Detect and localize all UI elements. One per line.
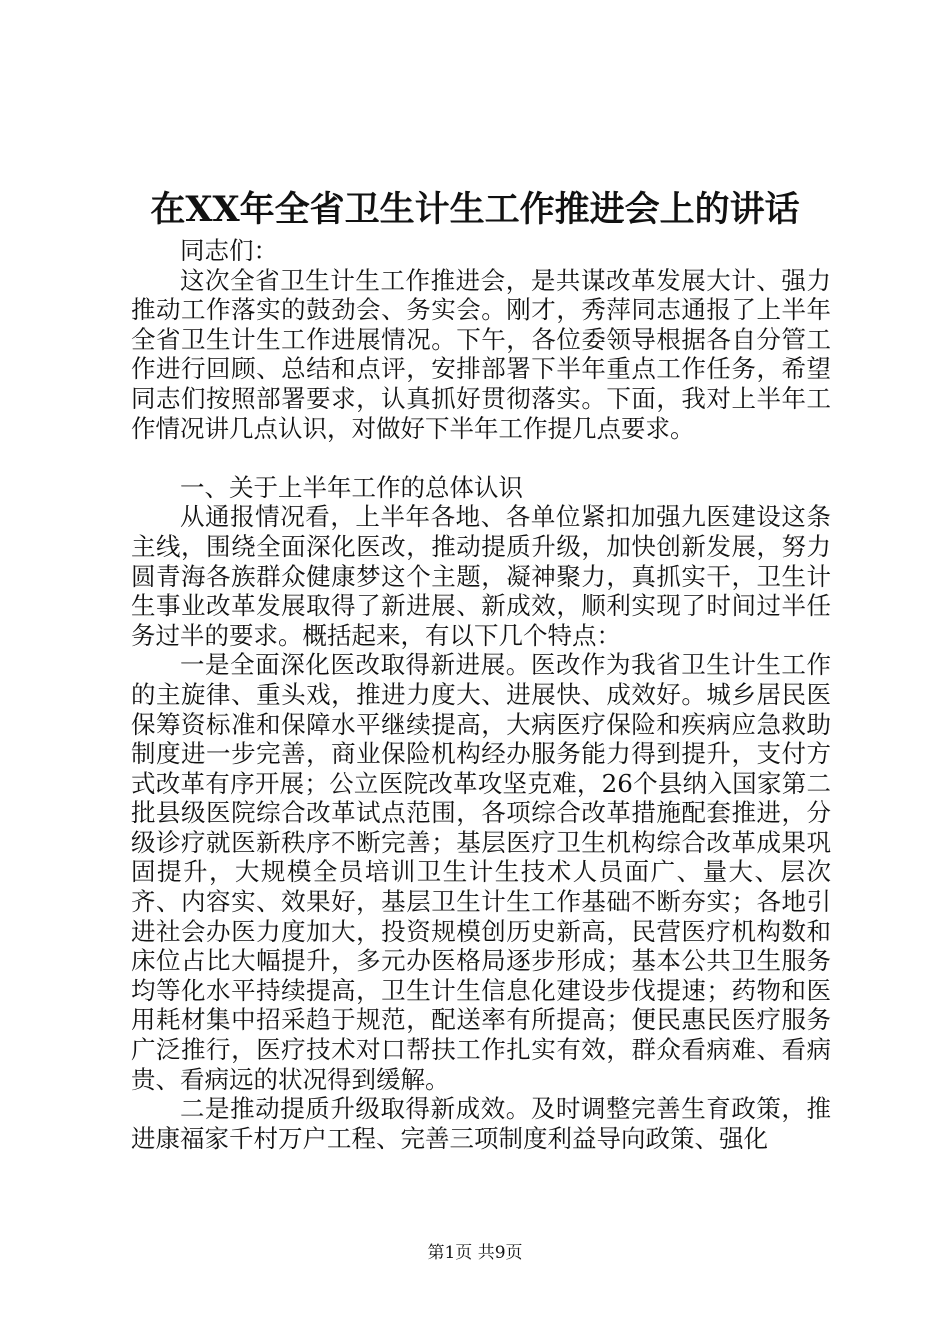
salutation-paragraph: 同志们： bbox=[180, 236, 278, 265]
body-paragraph: 二是推动提质升级取得新成效。及时调整完善生育政策，推进康福家千村万户工程、完善三项制度利益导向政策、强化 bbox=[131, 1094, 831, 1153]
page-number-footer: 第1页 共9页 bbox=[427, 1243, 523, 1263]
body-paragraph: 一是全面深化医改取得新进展。医改作为我省卫生计生工作的主旋律、重头戏，推进力度大、进展快、成效好。城乡居民医保筹资标准和保障水平继续提高，大病医疗保险和疾病应急救助制度进一步完善，商业保险机构经办服务能力得到提升，支付方式改革有序开展；公立医院改革攻坚克难，26个县纳入国家第二批县级医院综合改革试点范围，各项综合改革措施配套推进，分级诊疗就医新秩序不断完善；基层医疗卫生机构综合改革成果巩固提升，大规模全员培训卫生计生技术人员面广、量大、层次齐、内容实、效果好，基层卫生计生工作基础不断夯实；各地引进社会办医力度加大，投资规模创历史新高，民营医疗机构数和床位占比大幅提升，多元办医格局逐步形成；基本公共卫生服务均等化水平持续提高，卫生计生信息化建设步伐提速；药物和医用耗材集中招采趋于规范，配送率有所提高；便民惠民医疗服务广泛推行，医疗技术对口帮扶工作扎实有效，群众看病难、看病贵、看病远的状况得到缓解。 bbox=[131, 650, 831, 1094]
section-heading: 一、关于上半年工作的总体认识 bbox=[180, 472, 523, 502]
body-paragraph: 从通报情况看，上半年各地、各单位紧扣加强九医建设这条主线，围绕全面深化医改，推动提质升级，加快创新发展，努力圆青海各族群众健康梦这个主题，凝神聚力，真抓实干，卫生计生事业改革发展取得了新进展、新成效，顺利实现了时间过半任务过半的要求。概括起来，有以下几个特点： bbox=[131, 502, 831, 650]
document-body bbox=[131, 236, 831, 1153]
document-title: 在XX年全省卫生计生工作推进会上的讲话 bbox=[150, 189, 800, 230]
body-paragraph: 这次全省卫生计生工作推进会，是共谋改革发展大计、强力推动工作落实的鼓劲会、务实会。刚才，秀萍同志通报了上半年全省卫生计生工作进展情况。下午，各位委领导根据各自分管工作进行回顾、总结和点评，安排部署下半年重点工作任务，希望同志们按照部署要求，认真抓好贯彻落实。下面，我对上半年工作情况讲几点认识，对做好下半年工作提几点要求。 bbox=[131, 265, 831, 443]
